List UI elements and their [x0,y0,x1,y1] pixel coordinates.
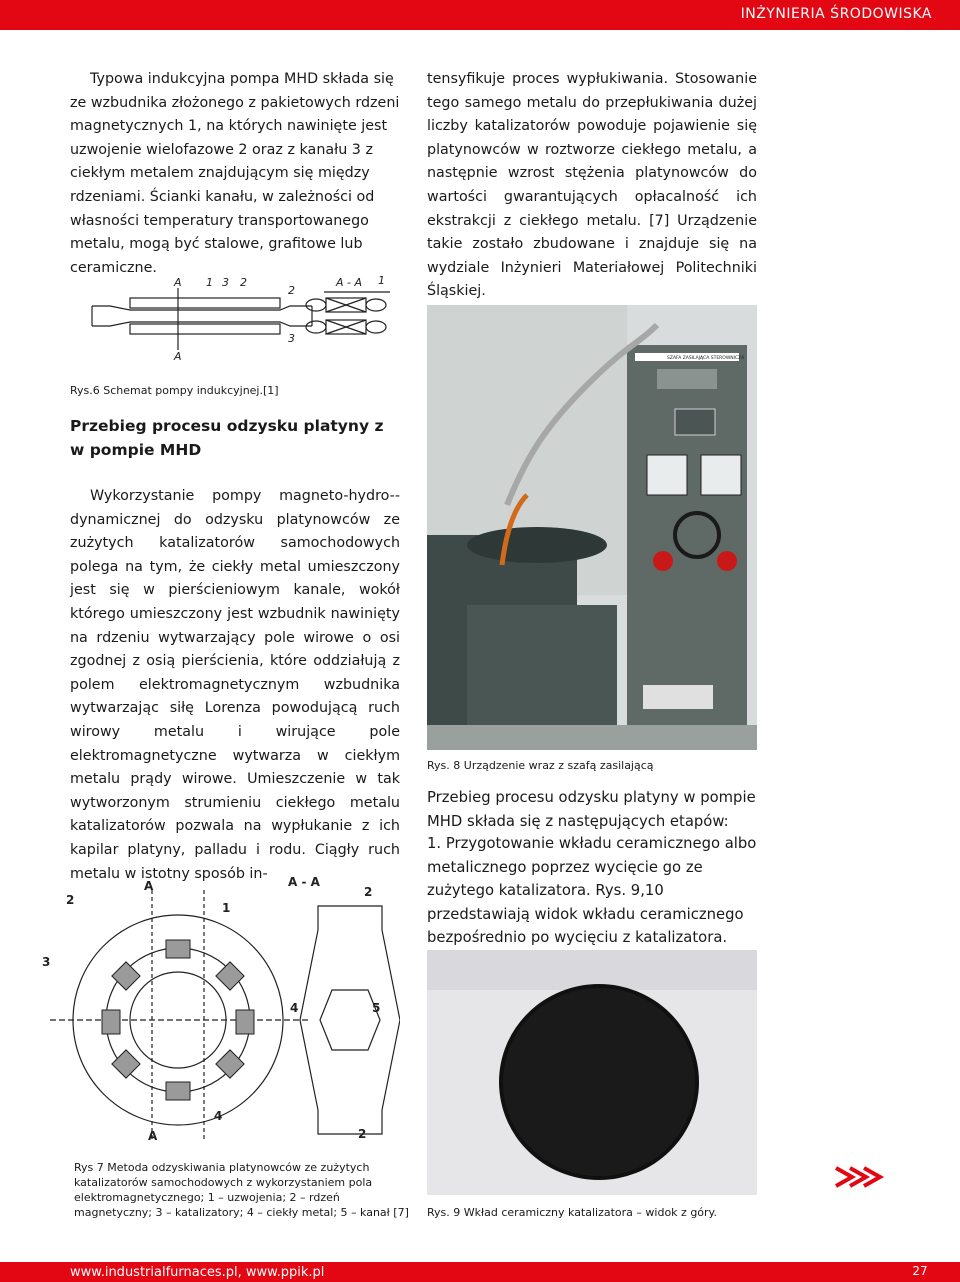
figure-8-device-photo [427,305,757,750]
fig7-label: 2 [358,1127,367,1141]
panel-label: SZAFA ZASILAJĄCA STEROWNICZA [667,356,745,361]
fig6-label: A - A [336,276,363,289]
figure-9-caption: Rys. 9 Wkład ceramiczny katalizatora – widok z góry. [427,1206,717,1219]
fig7-label: A [144,879,154,893]
fig7-label: 2 [364,885,373,899]
body-paragraph: Wykorzystanie pompy magneto-hydro--dynamicznej do odzysku platynowców ze zużytych katalizatorów samochodowych polega na tym, że ciekły metal umieszczony jest się w pierścieniowym kanale, wokół którego umieszczony jest wzbudnik nawinięty na rdzeniu wytwarzający pole wirowe o osi zgodnej z osią pierścienia, które oddziałują z polem elektromagnetycznym wzbudnika wytwarzając siłę Lorenza powodującą ruch wirowy metalu i wirujące pole elektromagnetyczne wytwarza w ciekłym metalu prądy wirowe. Umieszczenie w tak wytworzonym strumieniu ciekłego metalu katalizatorów pozwala na wypłukanie z ich kapilar platyny, palladu i rodu. Ciągły ruch metalu w istotny sposób in- [70,488,400,882]
fig6-label: 3 [288,332,295,345]
fig7-label: 1 [222,901,231,915]
figure-7-caption: Rys 7 Metoda odzyskiwania platynowców ze zużytych katalizatorów samochodowych z wykorzystaniem pola elektromagnetycznego; 1 – uzwojenia; 2 – rdzeń magnetyczny; 3 – katalizatory; 4 – ciekły metal; 5 – kanał [7] [74,1161,409,1219]
fig7-label: 5 [372,1001,381,1015]
fig7-label: 4 [290,1001,299,1015]
fig6-label: 1 [378,274,385,287]
steps-intro: Przebieg procesu odzysku platyny w pompie MHD składa się z następujących etapów: [427,789,756,830]
fig6-label: A [174,350,182,362]
fig6-label: 2 [288,284,295,297]
chevron-decoration-icon [834,1166,894,1188]
fig7-label: 2 [66,893,75,907]
fig6-label: 1 [206,276,213,289]
intro-paragraph: Typowa indukcyjna pompa MHD składa się ze wzbudnika złożonego z pakietowych rdzeni magnetycznych 1, na których nawinięte jest uzwojenie wielofazowe 2 oraz z kanału 3 z ciekłym metalem znajdującym się między rdzeniami. Ścianki kanału, w zależności od własności temperatury transportowanego metalu, mogą być stalowe, grafitowe lub ceramiczne. [70,71,400,276]
section-heading: Przebieg procesu odzysku platyny z w pompie MHD [70,417,384,459]
fig7-label: A - A [288,875,320,889]
footer-url: www.industrialfurnaces.pl, www.ppik.pl [70,1265,325,1280]
step-1: 1. Przygotowanie wkładu ceramicznego albo metalicznego poprzez wycięcie go ze zużytego katalizatora. Rys. 9,10 przedstawiają widok wkładu ceramicznego bezpośrednio po wycięciu z katalizatora. [427,835,757,947]
fig6-label: 2 [240,276,247,289]
figure-6-caption: Rys.6 Schemat pompy indukcyjnej.[1] [70,384,279,397]
figure-8-caption: Rys. 8 Urządzenie wraz z szafą zasilającą [427,759,654,772]
section-title: INŻYNIERIA ŚRODOWISKA [740,6,932,22]
figure-6-pump-schematic [90,272,390,362]
fig7-label: 4 [214,1109,223,1123]
header-bar [0,0,960,30]
page-number: 27 [904,1263,936,1280]
fig7-label: A [148,1129,158,1143]
figure-9-ceramic-insert-photo [427,950,757,1195]
continuation-paragraph: tensyfikuje proces wypłukiwania. Stosowanie tego samego metalu do przepłukiwania dużej liczby katalizatorów powoduje pojawienie się platynowców w roztworze ciekłego metalu, a następnie wzrost stężenia platynowców do wartości gwarantujących opłacalność ich ekstrakcji z ciekłego metalu. [7] Urządzenie takie zostało zbudowane i znajduje się na wydziale Inżynieri Materiałowej Politechniki Śląskiej. [427,71,757,300]
figure-7-ring-schematic [40,870,400,1150]
fig6-label: 3 [222,276,229,289]
fig7-label: 3 [42,955,51,969]
fig6-label: A [174,276,182,289]
